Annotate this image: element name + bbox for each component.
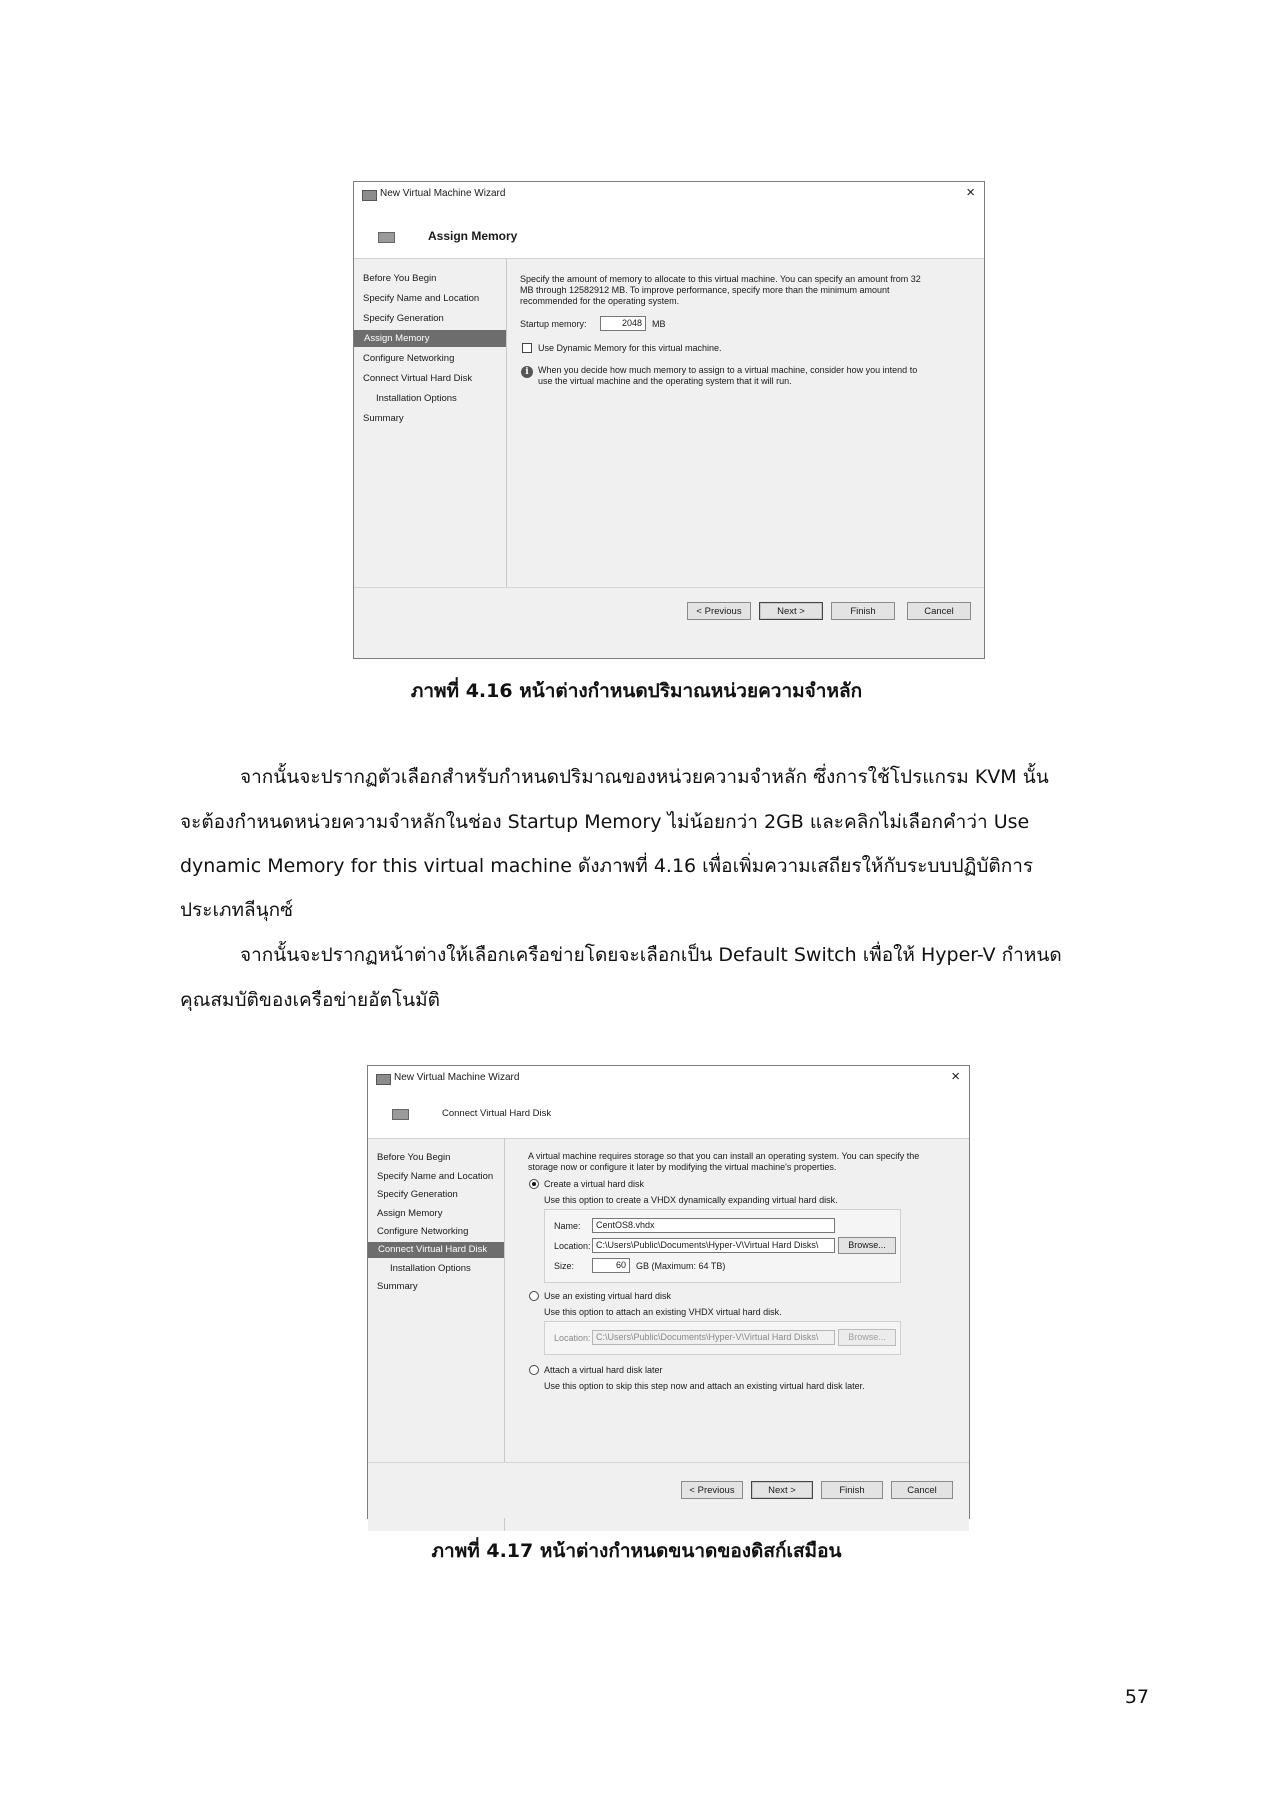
- size-label: Size:: [554, 1261, 575, 1271]
- existing-browse-button[interactable]: Browse...: [838, 1329, 896, 1346]
- info-icon: i: [521, 366, 533, 378]
- wizard-footer: [368, 1462, 969, 1518]
- browse-button[interactable]: Browse...: [838, 1237, 896, 1254]
- size-unit: GB (Maximum: 64 TB): [636, 1261, 726, 1271]
- nav-item-installation-options[interactable]: Installation Options: [376, 393, 457, 404]
- nav-item-summary[interactable]: Summary: [363, 413, 404, 424]
- wizard-window-assign-memory: [353, 181, 985, 659]
- previous-button[interactable]: < Previous: [681, 1481, 743, 1499]
- intro-line: recommended for the operating system.: [520, 296, 680, 306]
- nav-item-assign-memory[interactable]: Assign Memory: [354, 330, 506, 347]
- attach-later-radio[interactable]: [529, 1365, 539, 1375]
- attach-later-label: Attach a virtual hard disk later: [544, 1365, 663, 1375]
- existing-location-input[interactable]: C:\Users\Public\Documents\Hyper-V\Virtual Hard Disks\: [592, 1330, 835, 1345]
- wizard-window-connect-vhd: [367, 1065, 970, 1519]
- page-title: Connect Virtual Hard Disk: [442, 1108, 552, 1119]
- paragraph-line: คุณสมบัติของเครือข่ายอัตโนมัติ: [180, 989, 440, 1011]
- info-line: use the virtual machine and the operating system that it will run.: [538, 376, 792, 386]
- name-input[interactable]: CentOS8.vhdx: [592, 1218, 835, 1233]
- window-title: New Virtual Machine Wizard: [380, 188, 506, 199]
- page-title: Assign Memory: [428, 229, 518, 243]
- finish-button[interactable]: Finish: [821, 1481, 883, 1499]
- nav-item-specify-generation[interactable]: Specify Generation: [377, 1189, 458, 1200]
- existing-vhd-radio[interactable]: [529, 1291, 539, 1301]
- existing-vhd-desc: Use this option to attach an existing VHDX virtual hard disk.: [544, 1307, 782, 1317]
- wizard-content: [520, 259, 966, 589]
- finish-button[interactable]: Finish: [831, 602, 895, 620]
- startup-memory-label: Startup memory:: [520, 319, 587, 329]
- page-header-icon: [392, 1109, 409, 1120]
- next-button[interactable]: Next >: [751, 1481, 813, 1499]
- nav-item-configure-networking[interactable]: Configure Networking: [363, 353, 455, 364]
- previous-button[interactable]: < Previous: [687, 602, 751, 620]
- size-input[interactable]: 60: [592, 1258, 630, 1273]
- create-vhd-label: Create a virtual hard disk: [544, 1179, 645, 1189]
- nav-item-connect-vhd[interactable]: Connect Virtual Hard Disk: [363, 373, 473, 384]
- paragraph-line: จะต้องกำหนดหน่วยความจำหลักในช่อง Startup Memory ไม่น้อยกว่า 2GB และคลิกไม่เลือกคำว่า Use: [180, 811, 1030, 833]
- monitor-icon: [362, 190, 377, 201]
- close-icon[interactable]: ×: [966, 184, 975, 201]
- nav-item-before-you-begin[interactable]: Before You Begin: [377, 1152, 451, 1163]
- intro-line: storage now or configure it later by modifying the virtual machine's properties.: [528, 1162, 837, 1172]
- nav-item-before-you-begin[interactable]: Before You Begin: [363, 273, 437, 284]
- cancel-button[interactable]: Cancel: [907, 602, 971, 620]
- wizard-nav: [354, 259, 507, 589]
- wizard-header: [368, 1092, 969, 1138]
- nav-item-specify-name[interactable]: Specify Name and Location: [377, 1171, 494, 1182]
- page-number: 57: [1124, 1686, 1149, 1708]
- paragraph-line: dynamic Memory for this virtual machine ดังภาพที่ 4.16 เพื่อเพิ่มความเสถียรให้กับระบบปฏิบัติการ: [180, 855, 1034, 877]
- intro-line: A virtual machine requires storage so that you can install an operating system. You can specify the: [528, 1151, 920, 1161]
- figure-caption: ภาพที่ 4.17 หน้าต่างกำหนดขนาดของดิสก์เสมือน: [431, 1540, 842, 1562]
- name-label: Name:: [554, 1221, 581, 1231]
- close-icon[interactable]: ×: [951, 1068, 960, 1085]
- attach-later-desc: Use this option to skip this step now and attach an existing virtual hard disk later.: [544, 1381, 865, 1391]
- title-bar: [368, 1066, 969, 1092]
- intro-line: MB through 12582912 MB. To improve performance, specify more than the minimum amount: [520, 285, 890, 295]
- dynamic-memory-checkbox[interactable]: [522, 343, 532, 353]
- nav-item-specify-generation[interactable]: Specify Generation: [363, 313, 444, 324]
- paragraph-line: ประเภทลีนุกซ์: [180, 899, 294, 921]
- nav-item-installation-options[interactable]: Installation Options: [390, 1263, 471, 1274]
- location-label: Location:: [554, 1241, 591, 1251]
- dynamic-memory-label: Use Dynamic Memory for this virtual machine.: [538, 343, 722, 353]
- paragraph-line: จากนั้นจะปรากฏหน้าต่างให้เลือกเครือข่ายโดยจะเลือกเป็น Default Switch เพื่อให้ Hyper-V กำหนด: [240, 944, 1062, 966]
- nav-item-assign-memory[interactable]: Assign Memory: [377, 1208, 443, 1219]
- info-line: When you decide how much memory to assign to a virtual machine, consider how you intend to: [538, 365, 918, 375]
- nav-item-connect-vhd[interactable]: Connect Virtual Hard Disk: [368, 1242, 504, 1258]
- startup-memory-input[interactable]: 2048: [600, 316, 646, 331]
- page-header-icon: [378, 232, 395, 243]
- window-title: New Virtual Machine Wizard: [394, 1072, 520, 1083]
- location-input[interactable]: C:\Users\Public\Documents\Hyper-V\Virtual Hard Disks\: [592, 1238, 835, 1253]
- create-vhd-radio[interactable]: [529, 1179, 539, 1189]
- nav-item-configure-networking[interactable]: Configure Networking: [377, 1226, 469, 1237]
- wizard-body: [354, 258, 984, 589]
- intro-line: Specify the amount of memory to allocate to this virtual machine. You can specify an amount from 32: [520, 274, 921, 284]
- existing-location-label: Location:: [554, 1333, 591, 1343]
- monitor-icon: [376, 1074, 391, 1085]
- wizard-header: [354, 208, 984, 258]
- existing-vhd-label: Use an existing virtual hard disk: [544, 1291, 672, 1301]
- next-button[interactable]: Next >: [759, 602, 823, 620]
- title-bar: [354, 182, 984, 208]
- create-vhd-desc: Use this option to create a VHDX dynamically expanding virtual hard disk.: [544, 1195, 838, 1205]
- startup-memory-unit: MB: [652, 319, 666, 329]
- cancel-button[interactable]: Cancel: [891, 1481, 953, 1499]
- nav-item-summary[interactable]: Summary: [377, 1281, 418, 1292]
- figure-caption: ภาพที่ 4.16 หน้าต่างกำหนดปริมาณหน่วยความจำหลัก: [410, 680, 863, 702]
- nav-item-specify-name[interactable]: Specify Name and Location: [363, 293, 480, 304]
- paragraph-line: จากนั้นจะปรากฏตัวเลือกสำหรับกำหนดปริมาณของหน่วยความจำหลัก ซึ่งการใช้โปรแกรม KVM นั้น: [240, 766, 1049, 788]
- wizard-footer: [354, 587, 984, 658]
